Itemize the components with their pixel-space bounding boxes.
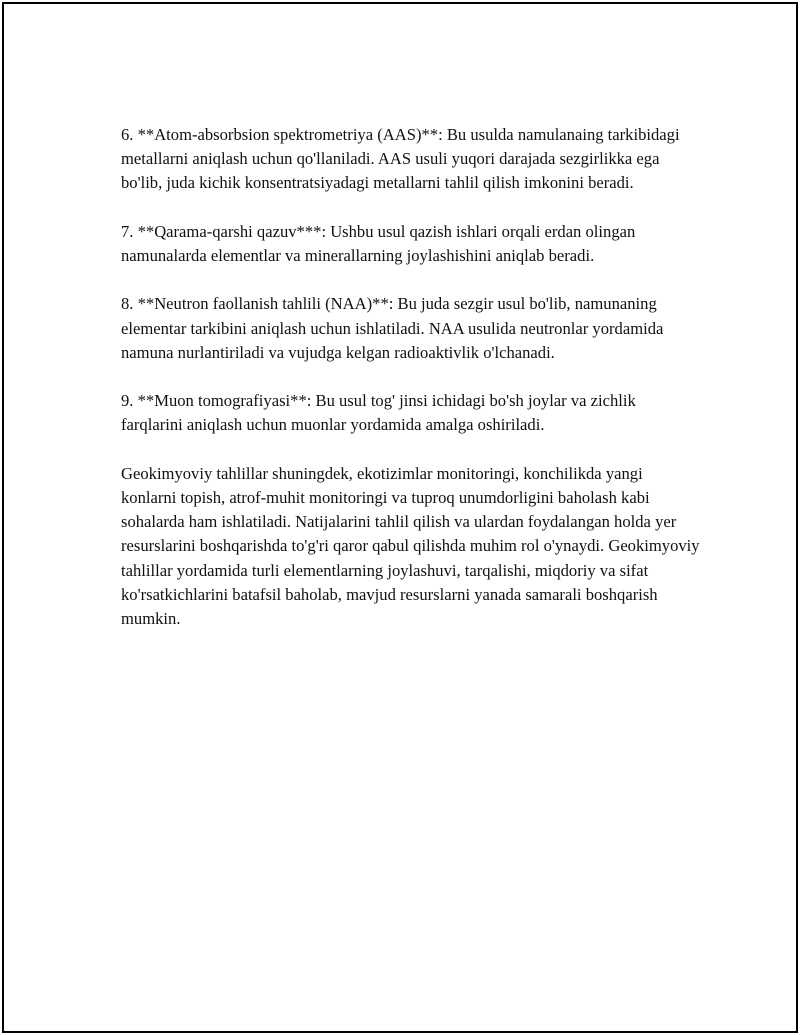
document-body xyxy=(121,123,701,631)
page-frame xyxy=(2,2,798,1033)
paragraph-qarama-qarshi-qazuv: 7. **Qarama-qarshi qazuv***: Ushbu usul qazish ishlari orqali erdan olingan namunalarda elementlar va minerallarning joylashishini aniqlab beradi. xyxy=(121,221,636,265)
paragraph-summary: Geokimyoviy tahlillar shuningdek, ekotizimlar monitoringi, konchilikda yangi konlarni topish, atrof-muhit monitoringi va tuproq unumdorligini baholash kabi sohalarda ham ishlatiladi. Natijalarini tahlil qilish va ulardan foydalangan holda yer resurslarini boshqarishda to'g'ri qaror qabul qilishda muhim rol o'ynaydi. Geokimyoviy tahlillar yordamida turli elementlarning joylashuvi, tarqalishi, miqdoriy va sifat ko'rsatkichlarini batafsil baholab, mavjud resurslarni yanada samarali boshqarish mumkin. xyxy=(121,463,700,628)
paragraph-muon-tomografiyasi: 9. **Muon tomografiyasi**: Bu usul tog' jinsi ichidagi bo'sh joylar va zichlik farqlarini aniqlash uchun muonlar yordamida amalga oshiriladi. xyxy=(121,391,636,435)
paragraph-naa: 8. **Neutron faollanish tahlili (NAA)**: Bu juda sezgir usul bo'lib, namunaning elementar tarkibini aniqlash uchun ishlatiladi. NAA usulida neutronlar yordamida namuna nurlantiriladi va vujudga kelgan radioaktivlik o'lchanadi. xyxy=(121,294,664,362)
paragraph-aas: 6. **Atom-absorbsion spektrometriya (AAS)**: Bu usulda namulanaing tarkibidagi metallarni aniqlash uchun qo'llaniladi. AAS usuli yuqori darajada sezgirlikka ega bo'lib, juda kichik konsentratsiyadagi metallarni tahlil qilish imkonini beradi. xyxy=(121,125,680,193)
